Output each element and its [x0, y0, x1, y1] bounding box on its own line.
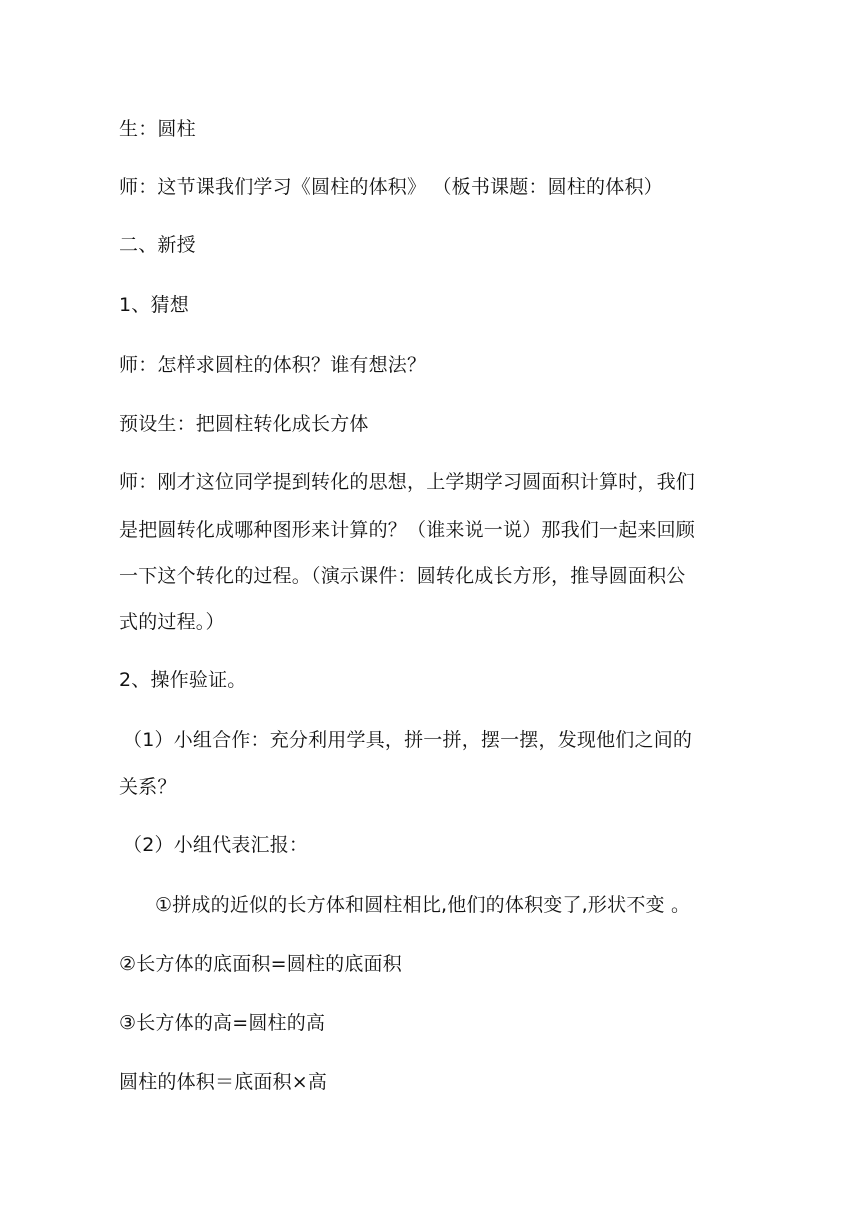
list-item: ③长方体的高=圆柱的高: [119, 1012, 326, 1034]
paragraph-line: 一下这个转化的过程。（演示课件：圆转化成长方形，推导圆面积公: [119, 565, 686, 587]
text-line: （2）小组代表汇报：: [123, 834, 309, 856]
paragraph-line: 师：刚才这位同学提到转化的思想，上学期学习圆面积计算时，我们: [119, 471, 696, 493]
text-line: 生：圆柱: [119, 118, 196, 140]
section-heading: 二、新授: [119, 234, 196, 256]
list-item: ②长方体的底面积=圆柱的底面积: [119, 953, 402, 975]
paragraph-line: 是把圆转化成哪种图形来计算的？（谁来说一说）那我们一起来回顾: [119, 519, 696, 541]
paragraph-line: 式的过程。）: [119, 611, 225, 633]
list-item: ①拼成的近似的长方体和圆柱相比,他们的体积变了,形状不变 。: [155, 894, 691, 916]
text-line: 预设生：把圆柱转化成长方体: [119, 413, 369, 435]
subsection-heading: 1、猜想: [119, 294, 189, 316]
subsection-heading: 2、操作验证。: [119, 669, 247, 691]
text-line: 师：怎样求圆柱的体积？谁有想法？: [119, 354, 427, 376]
formula-line: 圆柱的体积＝底面积×高: [119, 1071, 328, 1093]
text-line: 师：这节课我们学习《圆柱的体积》 （板书课题：圆柱的体积）: [119, 176, 663, 198]
paragraph-line: 关系？: [119, 776, 177, 798]
paragraph-line: （1）小组合作：充分利用学具，拼一拼，摆一摆，发现他们之间的: [123, 729, 693, 751]
